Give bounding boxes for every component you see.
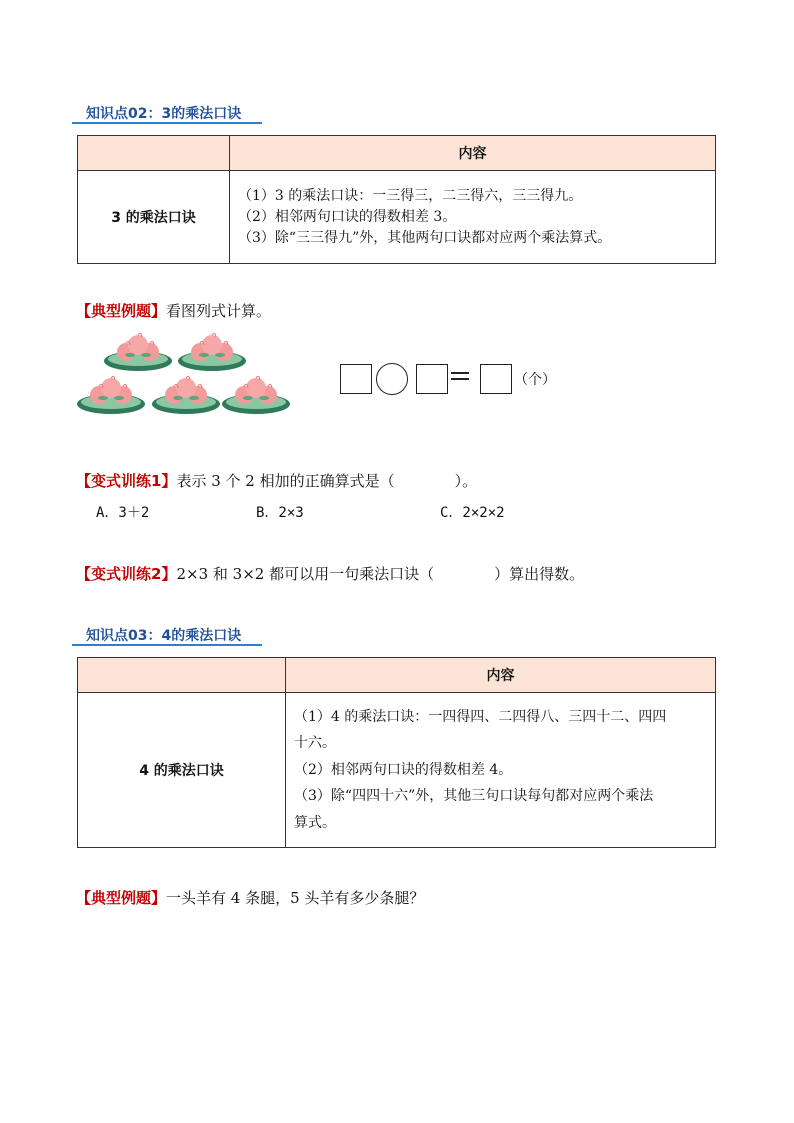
answer-box-1[interactable] bbox=[340, 364, 372, 394]
kp02-content-cell bbox=[230, 171, 716, 264]
kp03-header-content: 内容 bbox=[286, 658, 716, 693]
kp03-title-underline bbox=[72, 644, 262, 646]
peach-plate-icon bbox=[152, 376, 220, 414]
kp02-row-label: 3 的乘法口诀 bbox=[78, 171, 230, 264]
peach-plate-icon bbox=[104, 333, 172, 371]
kp03-line-1: （1）4 的乘法口诀：一四得四、二四得八、三四十二、四四 bbox=[294, 708, 667, 725]
kp03-title: 知识点03：4的乘法口诀 bbox=[86, 628, 242, 644]
drill1-text: 表示 3 个 2 相加的正确算式是（ ）。 bbox=[176, 472, 478, 490]
example1-text: 看图列式计算。 bbox=[166, 302, 272, 320]
kp03-line-4: （3）除“四四十六”外，其他三句口诀每句都对应两个乘法 bbox=[294, 788, 654, 805]
kp02-line-3: （3）除“三三得九”外，其他两句口诀都对应两个乘法算式。 bbox=[238, 229, 612, 246]
peach-plate-icon bbox=[178, 333, 246, 371]
drill1-choice-b[interactable]: B．2×3 bbox=[256, 505, 304, 521]
peach-plate-icon bbox=[222, 376, 290, 414]
kp03-line-3: （2）相邻两句口诀的得数相差 4。 bbox=[294, 761, 513, 778]
kp02-table bbox=[77, 135, 716, 264]
kp03-header-empty bbox=[78, 658, 286, 693]
kp03-table bbox=[77, 657, 716, 848]
peach-plate-icon bbox=[77, 376, 145, 414]
example1-tag: 【典型例题】 bbox=[76, 302, 167, 320]
kp03-row-label: 4 的乘法口诀 bbox=[78, 693, 286, 848]
example2-prompt bbox=[76, 887, 424, 908]
kp02-title-underline bbox=[72, 122, 262, 124]
drill1-tag: 【变式训练1】 bbox=[76, 472, 177, 490]
kp02-title: 知识点02：3的乘法口诀 bbox=[86, 106, 242, 122]
kp03-line-2: 十六。 bbox=[294, 735, 336, 752]
equals-sign bbox=[451, 366, 469, 386]
drill2-tag: 【变式训练2】 bbox=[76, 565, 177, 583]
kp02-line-1: （1）3 的乘法口诀：一三得三，二三得六，三三得九。 bbox=[238, 187, 583, 204]
drill1-prompt bbox=[76, 470, 477, 491]
example2-text: 一头羊有 4 条腿，5 头羊有多少条腿？ bbox=[166, 889, 425, 907]
drill2-prompt bbox=[76, 563, 584, 584]
kp02-header-content: 内容 bbox=[230, 136, 716, 171]
answer-box-3[interactable] bbox=[480, 364, 512, 394]
operator-circle[interactable] bbox=[376, 363, 408, 395]
example1-prompt bbox=[76, 300, 271, 321]
kp02-header-empty bbox=[78, 136, 230, 171]
answer-box-2[interactable] bbox=[416, 364, 448, 394]
kp03-content-cell bbox=[286, 693, 716, 848]
unit-label: （个） bbox=[514, 372, 556, 388]
peach-plates-illustration bbox=[76, 330, 296, 420]
example2-tag: 【典型例题】 bbox=[76, 889, 167, 907]
drill1-choice-a[interactable]: A．3＋2 bbox=[96, 505, 150, 521]
drill2-text: 2×3 和 3×2 都可以用一句乘法口诀（ ）算出得数。 bbox=[176, 565, 585, 583]
kp02-line-2: （2）相邻两句口诀的得数相差 3。 bbox=[238, 208, 457, 225]
drill1-choice-c[interactable]: C．2×2×2 bbox=[440, 505, 505, 521]
kp03-line-5: 算式。 bbox=[294, 814, 336, 831]
